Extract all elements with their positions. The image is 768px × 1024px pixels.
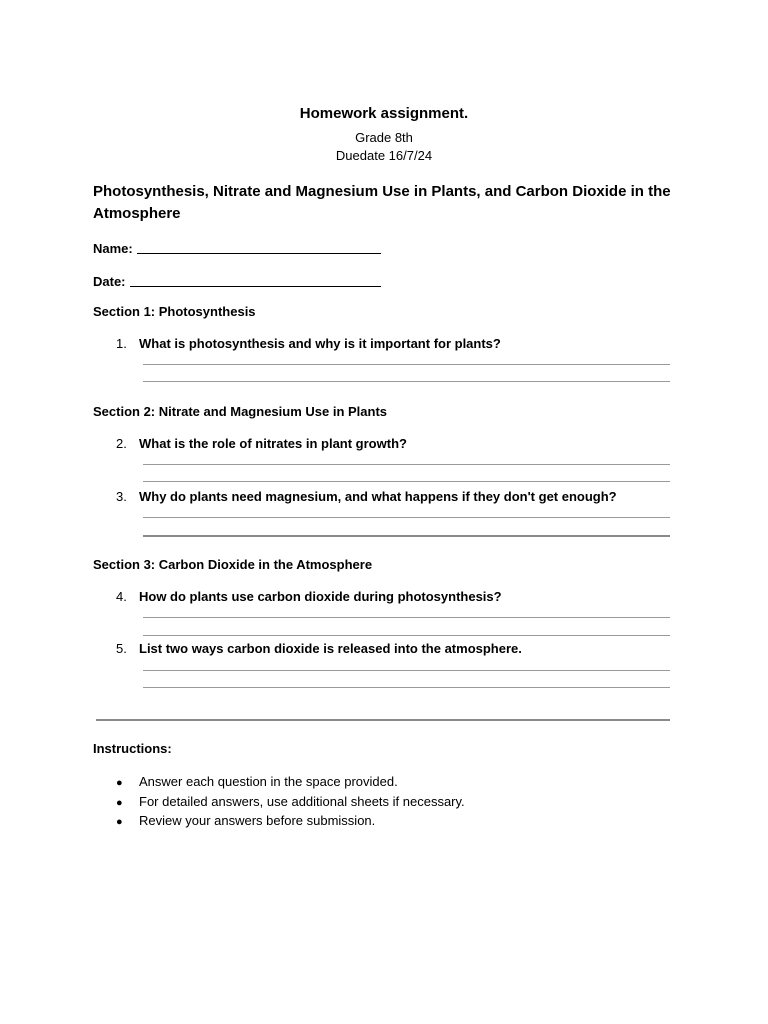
assignment-heading: Homework assignment. [299, 105, 469, 122]
due-date-label: Duedate 16/7/24 [335, 148, 433, 163]
section-1-heading: Section 1: Photosynthesis [93, 304, 256, 319]
answer-line[interactable] [143, 364, 670, 365]
horizontal-divider [96, 719, 670, 721]
list-item [116, 812, 465, 832]
date-label: Date: [93, 274, 126, 289]
section-2-heading: Section 2: Nitrate and Magnesium Use in Plants [93, 404, 388, 419]
bullet-icon: ● [116, 816, 123, 828]
question-text: Why do plants need magnesium, and what happens if they don't get enough? [139, 489, 617, 504]
question-number: 2. [116, 436, 127, 451]
document-title: Photosynthesis, Nitrate and Magnesium Use in Plants, and Carbon Dioxide in the Atmosphere [93, 183, 671, 222]
list-item-text: For detailed answers, use additional sheets if necessary. [139, 793, 465, 809]
list-item [116, 793, 465, 813]
bullet-icon: ● [116, 796, 123, 809]
date-field[interactable] [93, 272, 381, 290]
question-5 [116, 641, 522, 657]
grade-label: Grade 8th [355, 130, 413, 145]
instructions-heading: Instructions: [93, 741, 172, 756]
answer-line[interactable] [143, 381, 670, 382]
question-number: 1. [116, 336, 127, 351]
answer-line[interactable] [143, 670, 670, 671]
bullet-icon: ● [116, 777, 123, 789]
answer-line[interactable] [143, 464, 670, 465]
section-3-heading: Section 3: Carbon Dioxide in the Atmosphere [93, 557, 373, 572]
question-text: How do plants use carbon dioxide during photosynthesis? [139, 589, 502, 604]
date-blank-line[interactable] [130, 272, 381, 287]
question-4 [116, 589, 502, 605]
answer-line[interactable] [143, 481, 670, 482]
name-field[interactable] [93, 239, 381, 257]
instructions-list [116, 773, 465, 832]
answer-line[interactable] [143, 635, 670, 636]
name-blank-line[interactable] [137, 239, 381, 254]
list-item [116, 773, 465, 793]
answer-line[interactable] [143, 517, 670, 518]
list-item-text: Answer each question in the space provided. [139, 774, 398, 789]
answer-line[interactable] [143, 687, 670, 688]
question-1 [116, 336, 501, 352]
answer-line[interactable] [143, 535, 670, 537]
question-text: List two ways carbon dioxide is released into the atmosphere. [139, 641, 522, 656]
question-text: What is the role of nitrates in plant growth? [139, 436, 407, 451]
question-2 [116, 436, 407, 452]
question-number: 5. [116, 641, 127, 656]
name-label: Name: [93, 241, 133, 256]
question-3 [116, 489, 617, 505]
answer-line[interactable] [143, 617, 670, 618]
question-number: 3. [116, 489, 127, 504]
list-item-text: Review your answers before submission. [139, 813, 376, 828]
question-number: 4. [116, 589, 127, 604]
question-text: What is photosynthesis and why is it important for plants? [139, 336, 501, 351]
